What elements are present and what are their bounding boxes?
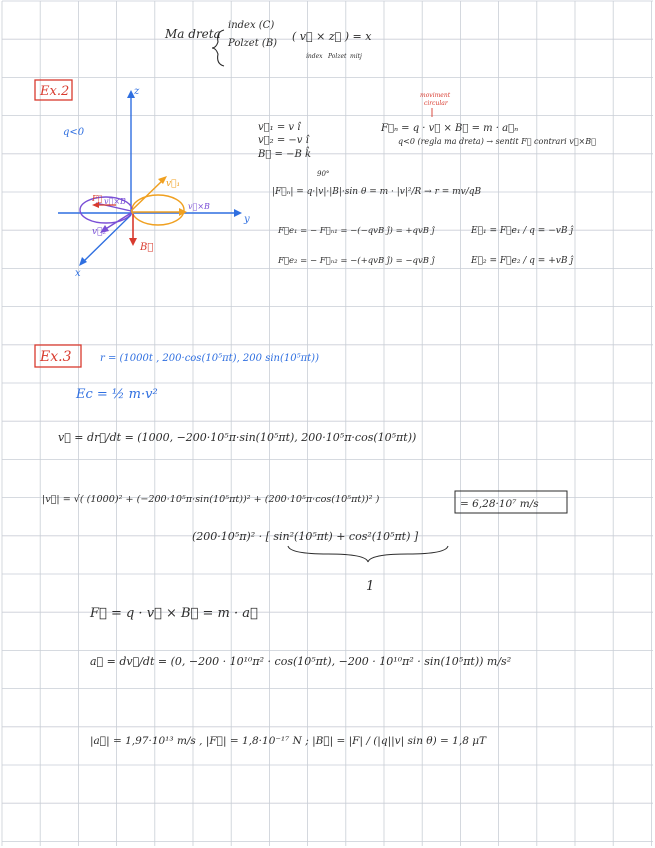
- ex2-E1: E⃗₁ = F⃗e₁ / q = −vB ĵ: [471, 226, 574, 236]
- rule-product: ( v⃗ × z⃗ ) = x: [292, 30, 372, 43]
- right-hand-rule-note: [164, 20, 372, 66]
- velocity-v1-vector: [131, 176, 167, 211]
- rule-thumb: Polzet (B): [228, 38, 278, 49]
- v1-vector-label: v⃗₁: [166, 179, 181, 189]
- y-axis-arrowhead: [234, 209, 242, 217]
- orbit-right: [132, 195, 184, 225]
- rule-sub-index: índex: [306, 53, 323, 60]
- ex3-label: Ex.3: [40, 349, 72, 365]
- axis-z-label: z: [134, 86, 140, 97]
- ex2-v1: v⃗₁ = v î: [258, 122, 301, 133]
- ex2-E2: E⃗₂ = F⃗e₂ / q = +vB ĵ: [471, 256, 574, 266]
- vxb-right-label: v⃗×B: [188, 202, 210, 211]
- vxb-left-label: v⃗×B: [104, 197, 126, 206]
- b-vector-label: B⃗: [140, 242, 154, 253]
- ex2-Fe1: F⃗e₁ = − F⃗ₙ₁ = −(−qvB ĵ) = +qvB ĵ: [278, 226, 435, 236]
- underbrace: [288, 546, 448, 562]
- ex3-force: F⃗ = q · v⃗ × B⃗ = m · a⃗: [90, 606, 258, 621]
- ex3-simplification: (200·10⁵π)² · [ sin²(10⁵πt) + cos²(10⁵πt) ]: [192, 530, 419, 543]
- rule-sub-middle: mitj: [350, 53, 362, 60]
- ex2-Fe2: F⃗e₂ = − F⃗ₙ₂ = −(+qvB ĵ) = −qvB ĵ: [278, 256, 435, 266]
- ex3-position: r = (1000t , 200·cos(10⁵πt), 200 sin(10⁵πt)): [100, 353, 319, 364]
- force-vector-label: F⃗: [92, 194, 103, 203]
- ex3-velocity: v⃗ = dr⃗/dt = (1000, −200·10⁵π·sin(10⁵πt), 200·10⁵π·cos(10⁵πt)): [58, 431, 417, 444]
- ex3-speed: |v⃗| = √( (1000)² + (−200·10⁵π·sin(10⁵πt))² + (200·10⁵π·cos(10⁵πt))² ): [42, 494, 380, 505]
- ex2-charge-sign: q<0: [63, 127, 85, 138]
- x-axis: [83, 215, 131, 262]
- ex2-v2: v⃗₂ = −v î: [258, 135, 309, 146]
- exercise-3: [35, 345, 567, 748]
- circular-motion-note-1: moviment: [420, 92, 451, 99]
- rule-index: index (C): [228, 20, 275, 31]
- v2-vector-label: v⃗₂: [92, 227, 107, 237]
- ex2-B: B⃗ = −B k̂: [258, 149, 312, 160]
- ex3-kinetic-energy: Ec = ½ m·v²: [76, 387, 158, 402]
- ex3-acceleration: a⃗ = dv⃗/dt = (0, −200 · 10¹⁰π² · cos(10⁵πt), −200 · 10¹⁰π² · sin(10⁵πt)) m/s²: [90, 655, 512, 668]
- coordinate-axes: [58, 90, 242, 266]
- vxb-right-vector: [131, 208, 187, 216]
- ex2-Fn-magnitude: |F⃗ₙ| = q·|v|·|B|·sin θ = m · |v|²/R → r = mv/qB: [272, 187, 482, 197]
- ex3-speed-result: = 6,28·10⁷ m/s: [460, 498, 539, 510]
- ex3-one: 1: [366, 579, 375, 594]
- ex2-Fn: F⃗ₙ = q · v⃗ × B⃗ = m · a⃗ₙ: [381, 123, 519, 134]
- ex2-theta: 90°: [317, 170, 330, 178]
- ex2-q-note: q<0 (regla ma dreta) → sentit F⃗ contrari v⃗×B⃗: [398, 137, 596, 146]
- exercise-2: [35, 80, 596, 279]
- axis-x-label: x: [75, 268, 81, 279]
- ex3-results: |a⃗| = 1,97·10¹³ m/s , |F⃗| = 1,8·10⁻¹⁷ N ; |B⃗| = |F| / (|q||v| sin θ) = 1,8 μT: [90, 735, 487, 747]
- circular-motion-note-2: circular: [424, 100, 448, 107]
- ex2-label: Ex.2: [40, 84, 70, 99]
- axis-y-label: y: [244, 214, 250, 225]
- grid-paper: [2, 1, 653, 846]
- rule-sub-thumb: Polzet: [328, 53, 347, 60]
- rule-label: Ma dreta: [165, 27, 221, 41]
